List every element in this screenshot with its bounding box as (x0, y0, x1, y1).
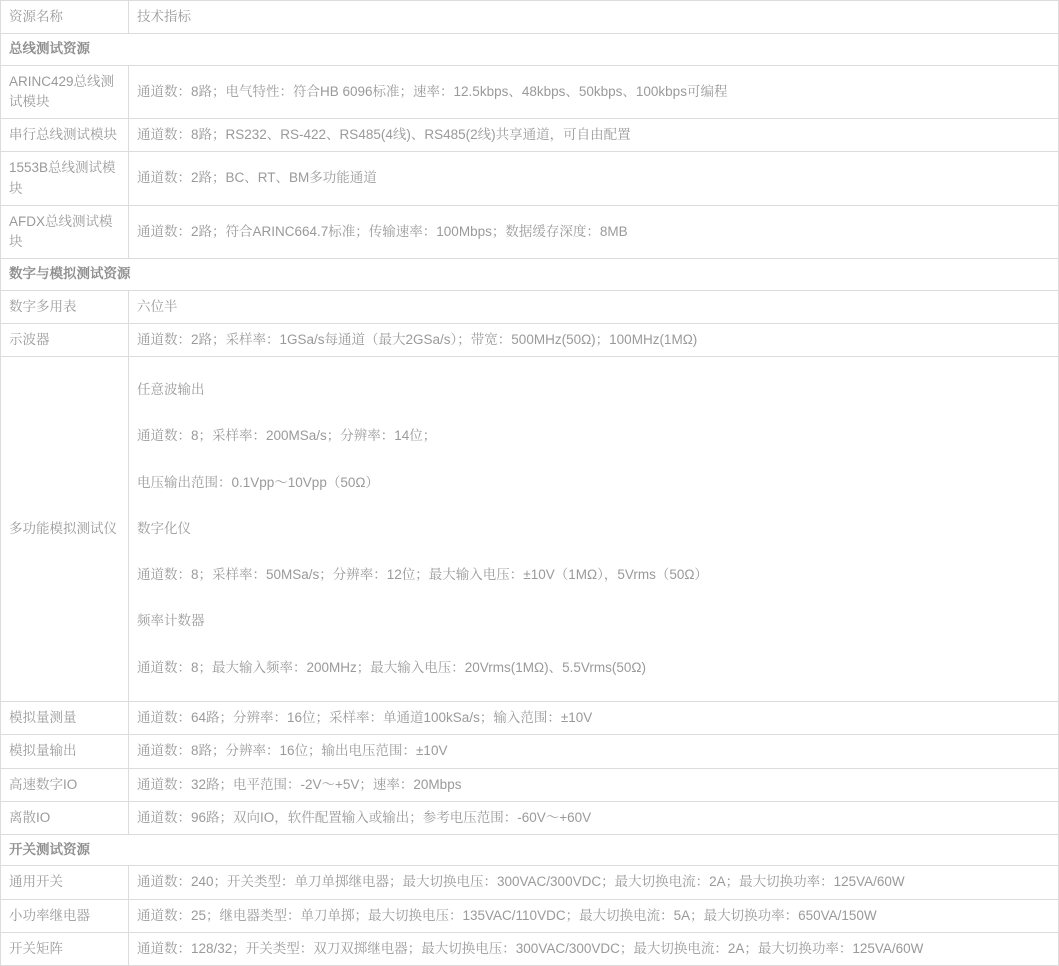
resource-spec: 通道数：2路；采样率：1GSa/s每通道（最大2GSa/s）；带宽：500MHz(50Ω)；100MHz(1MΩ) (129, 323, 1059, 356)
resource-name: 开关矩阵 (1, 932, 129, 965)
resource-spec: 通道数：8路；电气特性：符合HB 6096标准；速率：12.5kbps、48kbps、50kbps、100kbps可编程 (129, 65, 1059, 119)
spec-block: 通道数：8；采样率：200MSa/s；分辨率：14位； (137, 428, 437, 444)
spec-block: 数字化仪 (137, 520, 191, 536)
spec-block: 任意波输出 (137, 382, 205, 398)
resource-name: 离散IO (1, 801, 129, 834)
resource-name: 通用开关 (1, 866, 129, 899)
section-title-switch: 开关测试资源 (1, 835, 1059, 866)
resource-name: 模拟量输出 (1, 735, 129, 768)
spec-block: 电压输出范围：0.1Vpp～10Vpp（50Ω） (137, 474, 379, 490)
table-row (1, 205, 1059, 259)
resource-spec: 通道数：96路；双向IO，软件配置输入或输出；参考电压范围：-60V～+60V (129, 801, 1059, 834)
resource-spec: 通道数：2路；符合ARINC664.7标准；传输速率：100Mbps；数据缓存深度：8MB (129, 205, 1059, 259)
resource-name: ARINC429总线测试模块 (1, 65, 129, 119)
table-row (1, 290, 1059, 323)
header-resource-name: 资源名称 (1, 1, 129, 34)
section-title-digital-analog: 数字与模拟测试资源 (1, 259, 1059, 290)
table-row (1, 65, 1059, 119)
resource-spec: 通道数：240；开关类型：单刀单掷继电器；最大切换电压：300VAC/300VDC；最大切换电流：2A；最大切换功率：125VA/60W (129, 866, 1059, 899)
resource-spec: 六位半 (129, 290, 1059, 323)
table-row (1, 357, 1059, 702)
resource-spec: 通道数：32路；电平范围：-2V～+5V；速率：20Mbps (129, 768, 1059, 801)
table-row (1, 152, 1059, 206)
resource-name: 高速数字IO (1, 768, 129, 801)
table-body (1, 1, 1059, 966)
section-header-row (1, 835, 1059, 866)
resource-name: 1553B总线测试模块 (1, 152, 129, 206)
table-row (1, 899, 1059, 932)
table-row (1, 801, 1059, 834)
resource-spec: 通道数：8路；分辨率：16位；输出电压范围：±10V (129, 735, 1059, 768)
table-header-row (1, 1, 1059, 34)
resource-name: AFDX总线测试模块 (1, 205, 129, 259)
spec-block: 通道数：8；最大输入频率：200MHz；最大输入电压：20Vrms(1MΩ)、5.5Vrms(50Ω) (137, 659, 646, 675)
section-header-row (1, 259, 1059, 290)
header-technical-spec: 技术指标 (129, 1, 1059, 34)
spec-block: 通道数：8；采样率：50MSa/s；分辨率：12位；最大输入电压：±10V（1MΩ），5Vrms（50Ω） (137, 567, 708, 583)
resource-spec: 通道数：2路；BC、RT、BM多功能通道 (129, 152, 1059, 206)
resource-name: 小功率继电器 (1, 899, 129, 932)
table-row (1, 866, 1059, 899)
resource-spec: 通道数：8路；RS232、RS-422、RS485(4线)、RS485(2线)共享通道，可自由配置 (129, 119, 1059, 152)
table-row (1, 768, 1059, 801)
resource-name: 模拟量测量 (1, 702, 129, 735)
resource-spec: 通道数：64路；分辨率：16位；采样率：单通道100kSa/s；输入范围：±10V (129, 702, 1059, 735)
resource-name: 数字多用表 (1, 290, 129, 323)
section-header-row (1, 34, 1059, 65)
table-row (1, 323, 1059, 356)
resource-spec: 通道数：25；继电器类型：单刀单掷；最大切换电压：135VAC/110VDC；最大切换电流：5A；最大切换功率：650VA/150W (129, 899, 1059, 932)
resource-name: 示波器 (1, 323, 129, 356)
table-row (1, 932, 1059, 965)
table-row (1, 119, 1059, 152)
table-row (1, 735, 1059, 768)
resource-name: 串行总线测试模块 (1, 119, 129, 152)
resource-name: 多功能模拟测试仪 (1, 357, 129, 702)
spec-block: 频率计数器 (137, 613, 205, 629)
resource-spec: 通道数：128/32；开关类型：双刀双掷继电器；最大切换电压：300VAC/300VDC；最大切换电流：2A；最大切换功率：125VA/60W (129, 932, 1059, 965)
table-row (1, 702, 1059, 735)
resource-spec-multiblock (129, 357, 1059, 702)
section-title-bus: 总线测试资源 (1, 34, 1059, 65)
